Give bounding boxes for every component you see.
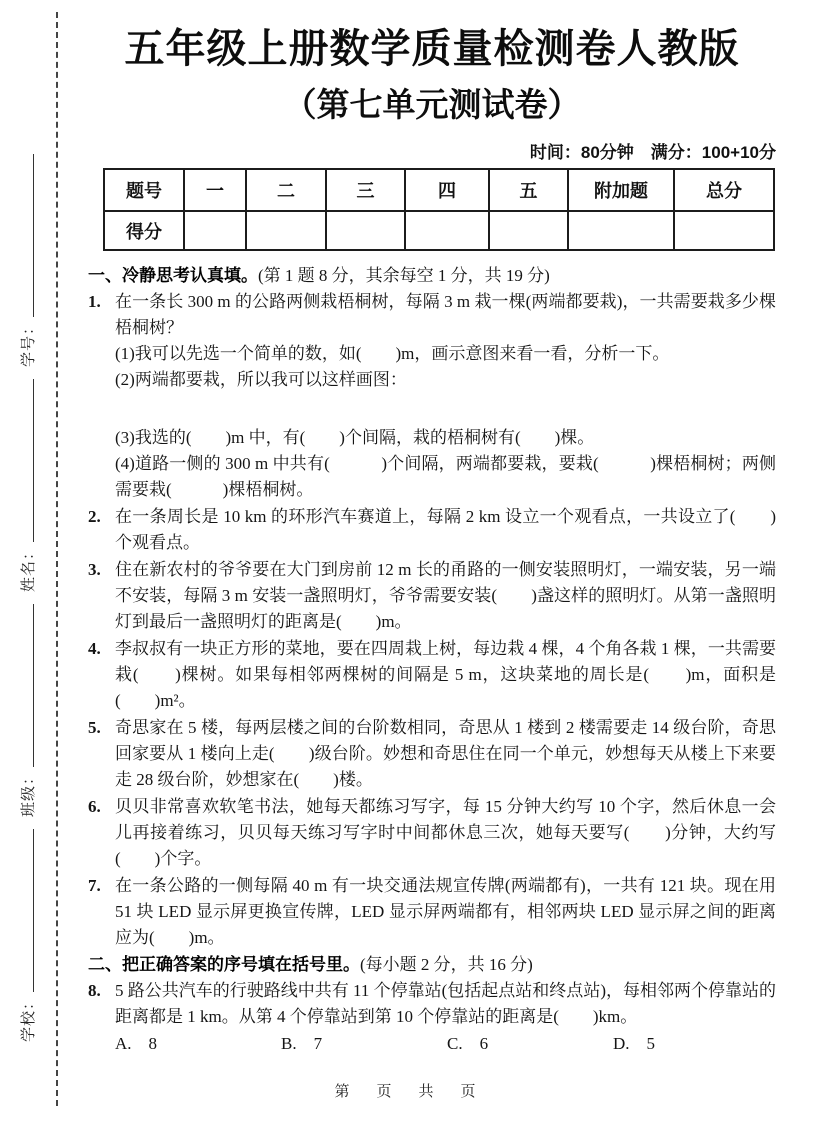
section-1-heading <box>88 263 776 289</box>
question-2 <box>88 504 776 556</box>
student-info-strip <box>0 148 54 1048</box>
score-table-score-row <box>104 211 774 250</box>
question-1-sub-2: (2)两端都要栽，所以我可以这样画图： <box>115 370 407 389</box>
question-6 <box>88 794 776 872</box>
score-cell-3 <box>326 211 405 250</box>
score-row-label: 得分 <box>104 211 184 250</box>
col-section-1: 一 <box>184 169 246 211</box>
school-field <box>17 823 38 1048</box>
page-footer: 第 页 共 页 <box>334 1084 482 1100</box>
section-2-heading <box>88 952 776 978</box>
section-1-title: 一、冷静思考认真填。 <box>88 266 258 285</box>
question-5-number: 5. <box>88 718 101 737</box>
section-2-note: (每小题 2 分，共 16 分) <box>360 955 533 974</box>
paper-body <box>88 0 776 1057</box>
question-1-text: 在一条长 300 m 的公路两侧栽梧桐树，每隔 3 m 栽一棵(两端都要栽)，一共需要栽多少棵梧桐树？ <box>115 292 776 337</box>
question-1-number: 1. <box>88 292 101 311</box>
col-section-3: 三 <box>326 169 405 211</box>
option-a: A. 8 <box>115 1034 158 1053</box>
col-total: 总分 <box>674 169 774 211</box>
question-3 <box>88 557 776 635</box>
question-5 <box>88 715 776 793</box>
name-label: 姓名： <box>20 543 37 592</box>
question-2-text: 在一条周长是 10 km 的环形汽车赛道上，每隔 2 km 设立一个观看点，一共设立了( )个观看点。 <box>115 507 776 552</box>
student-info-margin <box>0 148 54 1048</box>
question-6-text: 贝贝非常喜欢软笔书法，她每天都练习写字，每 15 分钟大约写 10 个字，然后休息一会儿再接着练习，贝贝每天练习写字时中间都休息三次，她每天要写( )分钟，大约写( )个字。 <box>115 797 776 868</box>
score-cell-bonus <box>568 211 674 250</box>
question-6-number: 6. <box>88 797 101 816</box>
drawing-area <box>115 393 776 425</box>
question-3-number: 3. <box>88 560 101 579</box>
section-2-title: 二、把正确答案的序号填在括号里。 <box>88 955 360 974</box>
name-field <box>17 373 38 598</box>
question-8-text: 5 路公共汽车的行驶路线中共有 11 个停靠站(包括起点站和终点站)，每相邻两个停靠站的距离都是 1 km。从第 4 个停靠站到第 10 个停靠站的距离是( )km。 <box>115 981 776 1026</box>
score-cell-2 <box>246 211 326 250</box>
question-7-text: 在一条公路的一侧每隔 40 m 有一块交通法规宣传牌(两端都有)，一共有 121 块。现在用 51 块 LED 显示屏更换宣传牌，LED 显示屏两端都有，相邻两块 LED 显示屏之间的距离应为( )m。 <box>115 876 776 947</box>
score-cell-total <box>674 211 774 250</box>
col-section-4: 四 <box>405 169 489 211</box>
option-b: B. 7 <box>281 1034 323 1053</box>
col-section-5: 五 <box>489 169 568 211</box>
paper-title: 五年级上册数学质量检测卷人教版 <box>124 27 740 71</box>
score-cell-4 <box>405 211 489 250</box>
question-8-number: 8. <box>88 981 101 1000</box>
school-label: 学校： <box>20 993 37 1042</box>
question-2-number: 2. <box>88 507 101 526</box>
school-blank-line <box>21 829 34 992</box>
question-8-options <box>88 1031 776 1057</box>
question-4 <box>88 636 776 714</box>
time-score-meta: 时间：80分钟 满分：100+10分 <box>529 143 776 162</box>
score-table <box>103 168 775 251</box>
class-label: 班级： <box>20 768 37 817</box>
question-1-sub-4: (4)道路一侧的 300 m 中共有( )个间隔，两端都要栽，要栽( )棵梧桐树；两侧需要栽( )棵梧桐树。 <box>115 454 776 499</box>
question-4-number: 4. <box>88 639 101 658</box>
student-number-field <box>17 148 38 373</box>
option-d: D. 5 <box>613 1034 656 1053</box>
question-1-sub-1: (1)我可以先选一个简单的数，如( )m，画示意图来看一看，分析一下。 <box>115 344 670 363</box>
name-blank-line <box>21 379 34 542</box>
col-section-2: 二 <box>246 169 326 211</box>
col-bonus: 附加题 <box>568 169 674 211</box>
score-cell-5 <box>489 211 568 250</box>
score-table-header-row <box>104 169 774 211</box>
col-question-number: 题号 <box>104 169 184 211</box>
question-7 <box>88 873 776 951</box>
question-5-text: 奇思家在 5 楼，每两层楼之间的台阶数相同，奇思从 1 楼到 2 楼需要走 14 级台阶，奇思回家要从 1 楼向上走( )级台阶。妙想和奇思住在同一个单元，妙想每天从楼上下来要走 28 级台阶，妙想家在( )楼。 <box>115 718 776 789</box>
student-number-blank-line <box>21 154 34 317</box>
question-1 <box>88 289 776 503</box>
question-3-text: 住在新农村的爷爷要在大门到房前 12 m 长的甬路的一侧安装照明灯，一端安装，另一端不安装，每隔 3 m 安装一盏照明灯，爷爷需要安装( )盏这样的照明灯。从第一盏照明灯到最后一盏照明灯的距离是( )m。 <box>115 560 776 631</box>
paper-subtitle: （第七单元测试卷） <box>283 86 581 123</box>
question-4-text: 李叔叔有一块正方形的菜地，要在四周栽上树，每边栽 4 棵，4 个角各栽 1 棵，一共需要栽( )棵树。如果每相邻两棵树的间隔是 5 m，这块菜地的周长是( )m，面积是( )m²。 <box>115 639 776 710</box>
class-blank-line <box>21 604 34 767</box>
question-7-number: 7. <box>88 876 101 895</box>
class-field <box>17 598 38 823</box>
score-cell-1 <box>184 211 246 250</box>
question-1-sub-3: (3)我选的( )m 中，有( )个间隔，栽的梧桐树有( )棵。 <box>115 428 595 447</box>
question-8 <box>88 978 776 1030</box>
binding-dashed-line <box>56 12 58 1106</box>
section-1-note: (第 1 题 8 分，其余每空 1 分，共 19 分) <box>258 266 550 285</box>
option-c: C. 6 <box>447 1034 489 1053</box>
student-number-label: 学号： <box>20 318 37 367</box>
